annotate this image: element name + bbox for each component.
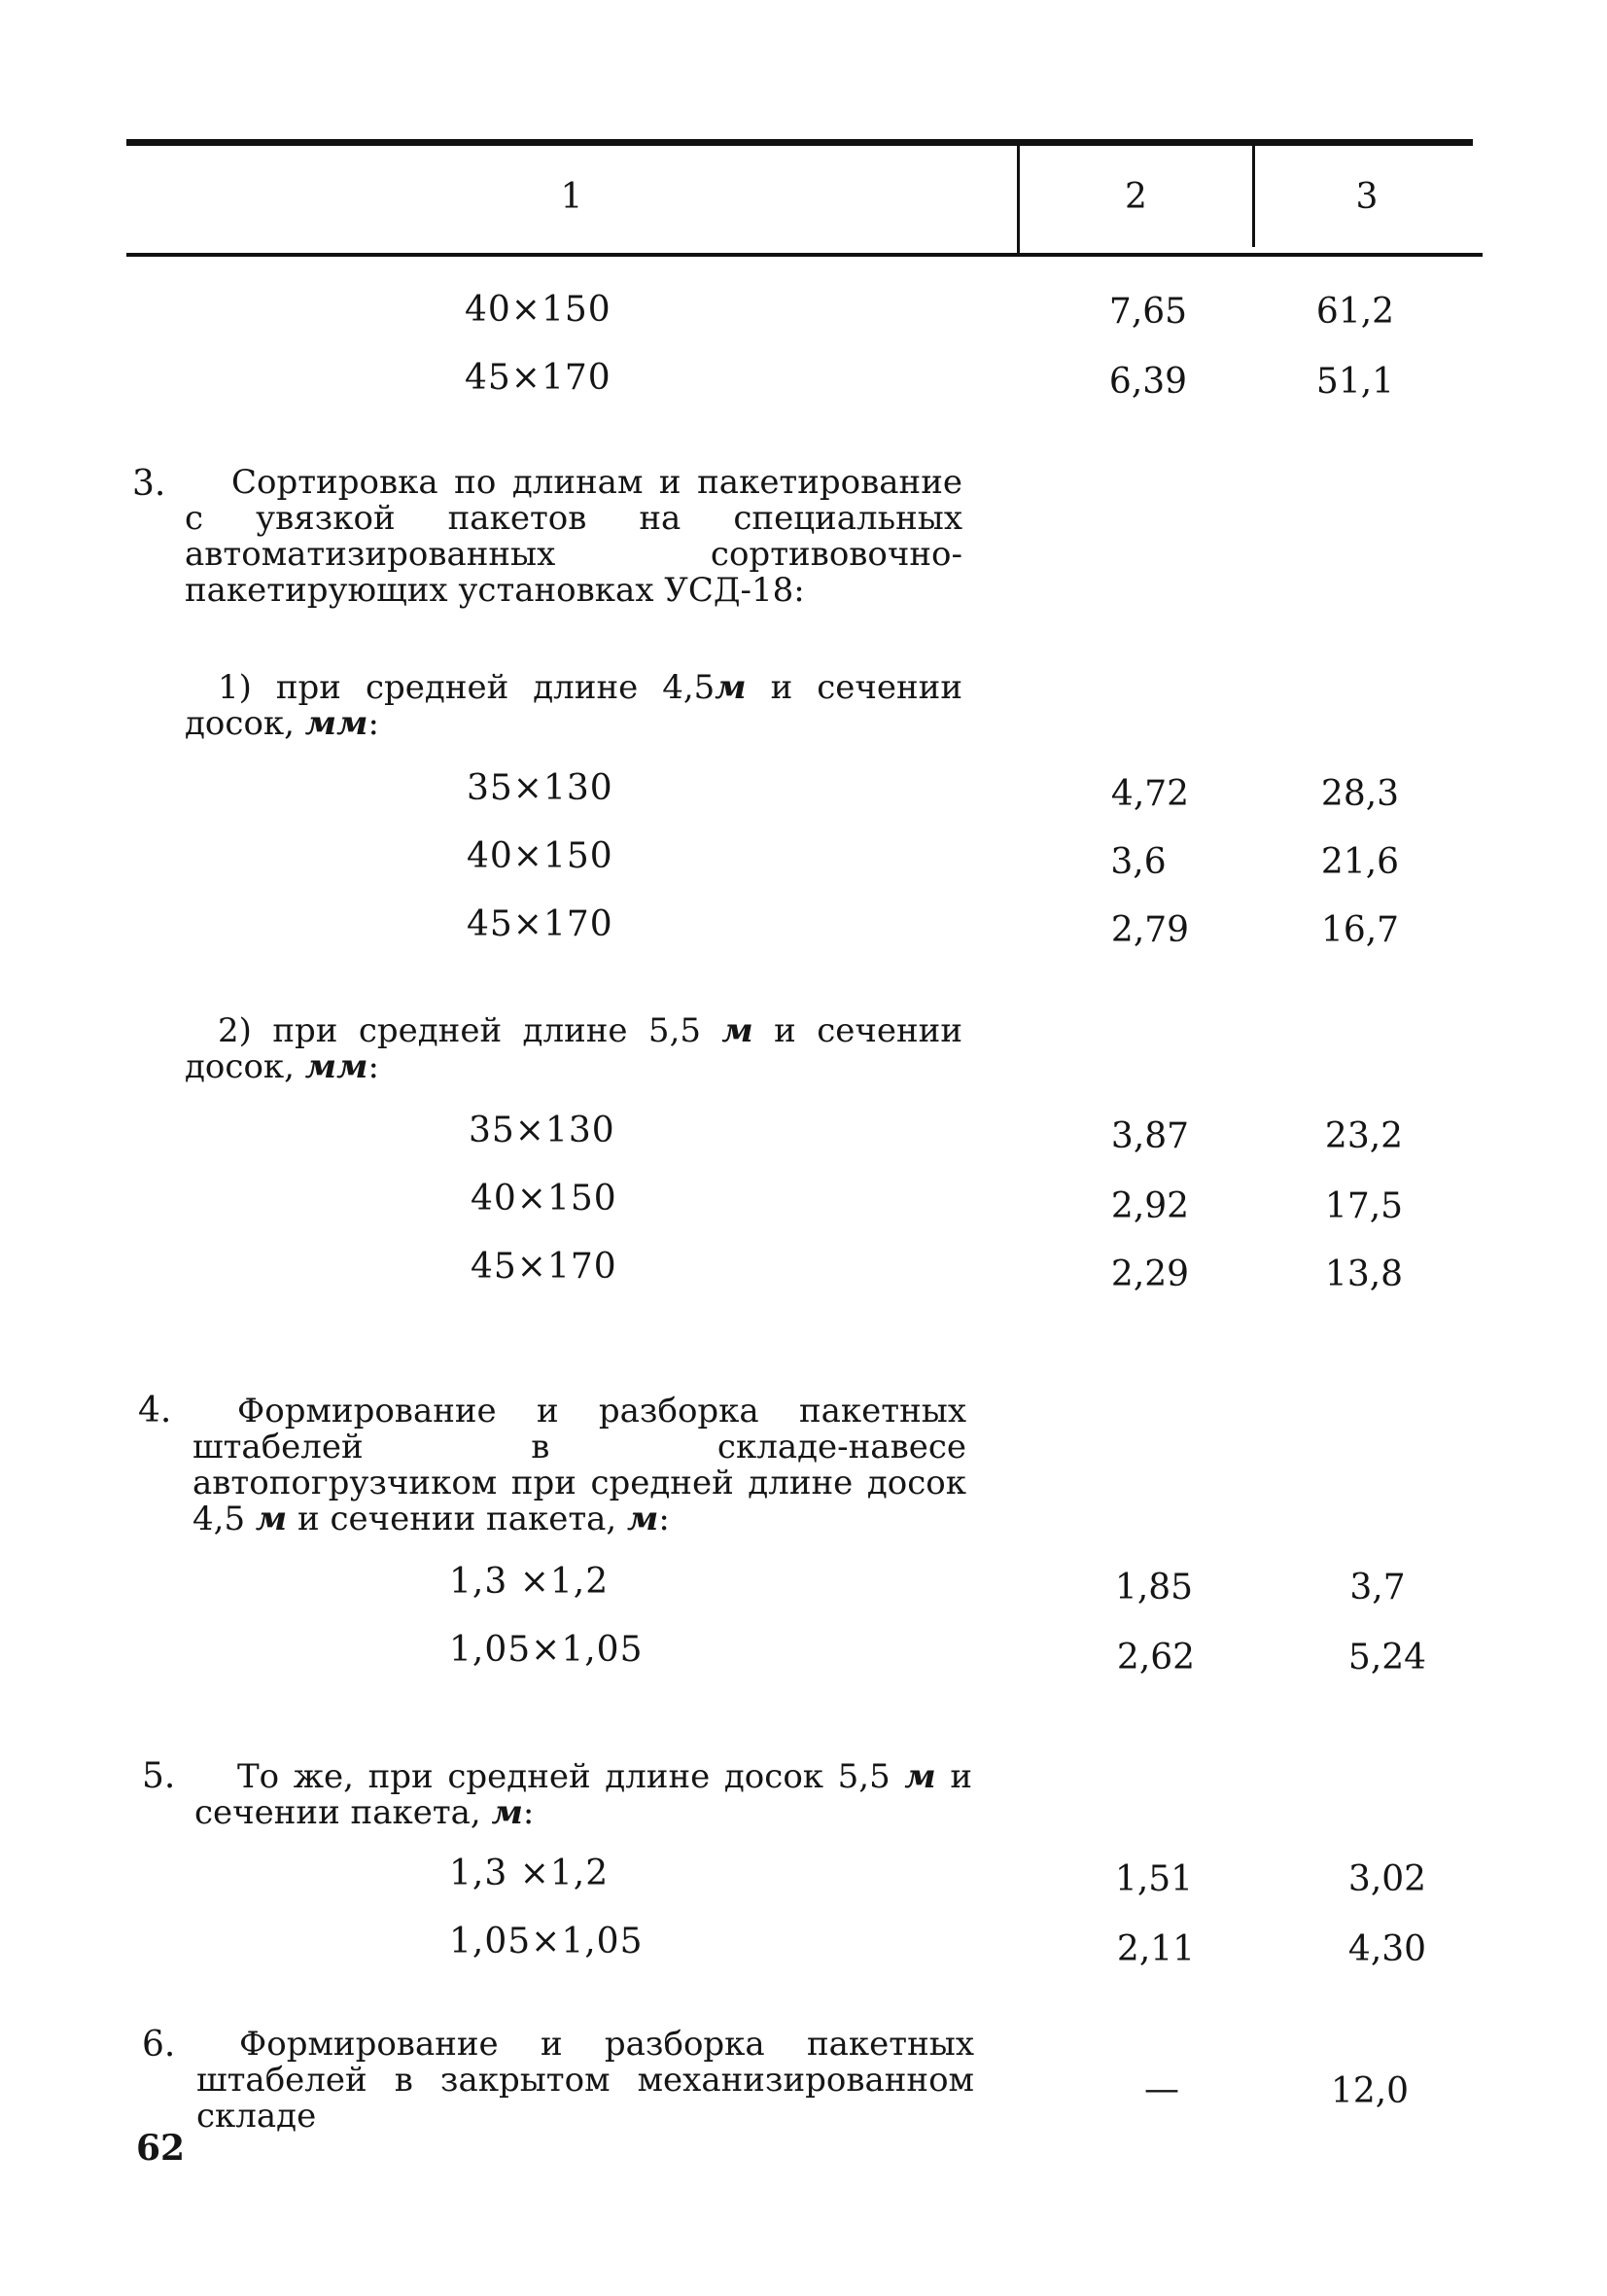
table-cell-col3: 4,30 <box>1347 1929 1427 1969</box>
item-text <box>194 1759 972 1831</box>
unit-m: м <box>255 1500 288 1538</box>
table-cell-col2: 3,87 <box>1110 1116 1190 1156</box>
table-row-dim: 1,3 ×1,2 <box>449 1562 610 1602</box>
unit-m: м <box>715 668 747 707</box>
table-row-dim: 35×130 <box>467 768 613 808</box>
table-cell-col3: 16,7 <box>1320 910 1400 950</box>
item-text-body: Формирование и разборка пакетных штабелей в закрытом механизированном складе <box>196 2025 974 2136</box>
table-cell-col3: 3,02 <box>1347 1859 1427 1899</box>
table-cell-col3: 61,2 <box>1315 292 1395 332</box>
header-col-1: 1 <box>560 177 583 217</box>
table-cell-col3: 12,0 <box>1330 2071 1410 2111</box>
unit-m: м <box>721 1011 753 1050</box>
subitem-text-part: 1) при средней длине 4,5 <box>218 668 716 707</box>
unit-m: м <box>627 1500 659 1538</box>
item-number: 6. <box>142 2025 176 2065</box>
table-cell-col3: 17,5 <box>1324 1186 1404 1226</box>
colon: : <box>367 1047 379 1086</box>
item-text <box>192 1394 966 1537</box>
colon: : <box>367 704 379 743</box>
subitem-text-part: и сечении досок, <box>185 1011 962 1086</box>
table-cell-col3: 28,3 <box>1320 774 1400 814</box>
table-row-dim: 45×170 <box>467 904 613 944</box>
colon: : <box>658 1500 670 1538</box>
table-cell-col3: 51,1 <box>1315 362 1395 402</box>
item-text-part: и сечении пакета, <box>194 1757 972 1832</box>
subitem-text-part: и сечении досок, <box>185 668 962 743</box>
item-number: 4. <box>138 1391 172 1431</box>
table-cell-col2: 2,11 <box>1116 1929 1196 1969</box>
unit-mm: мм <box>304 704 368 743</box>
table-cell-col2: 7,65 <box>1108 292 1188 332</box>
table-cell-col3: 21,6 <box>1320 842 1400 882</box>
table-cell-col2: 2,62 <box>1116 1638 1196 1678</box>
table-row-dim: 45×170 <box>471 1247 617 1287</box>
table-row-dim: 40×150 <box>465 290 611 330</box>
unit-m: м <box>904 1757 936 1796</box>
subitem-text-part: 2) при средней длине 5,5 <box>218 1011 722 1050</box>
header-col-3: 3 <box>1355 177 1379 217</box>
header-col-2: 2 <box>1125 177 1147 217</box>
item-text <box>185 465 962 609</box>
item-text-part: и сечении пакета, <box>287 1500 628 1538</box>
page-number: 62 <box>136 2128 186 2169</box>
item-number: 5. <box>142 1756 176 1796</box>
table-cell-col2: 2,79 <box>1110 910 1190 950</box>
table-row-dim: 35×130 <box>469 1111 615 1150</box>
table-cell-col3: 23,2 <box>1324 1116 1404 1156</box>
table-cell-col3: 13,8 <box>1324 1254 1404 1294</box>
table-cell-col2: 1,85 <box>1114 1568 1194 1607</box>
subitem-text <box>185 1013 962 1085</box>
header-bottom-rule <box>126 253 1483 257</box>
item-text-body: Сортировка по длинам и пакетирование с увязкой пакетов на специальных автоматизированных сортивовочно-пакетирующих установках УСД-18: <box>185 463 962 610</box>
table-row-dim: 45×170 <box>465 358 611 398</box>
item-text-part: То же, при средней длине досок 5,5 <box>237 1757 905 1796</box>
unit-mm: мм <box>304 1047 368 1086</box>
table-row-dim: 1,05×1,05 <box>449 1922 644 1961</box>
table-row-dim: 1,3 ×1,2 <box>449 1854 610 1893</box>
table-cell-col2: 6,39 <box>1108 362 1188 402</box>
table-row-dim: 1,05×1,05 <box>449 1630 644 1670</box>
item-text <box>196 2027 974 2135</box>
table-row-dim: 40×150 <box>467 836 613 876</box>
subitem-text <box>185 670 962 742</box>
table-cell-col2: 1,51 <box>1114 1859 1194 1899</box>
table-row-dim: 40×150 <box>471 1179 617 1219</box>
colon: : <box>522 1793 535 1832</box>
item-number: 3. <box>132 464 166 504</box>
table-cell-col2: 2,29 <box>1110 1254 1190 1294</box>
table-cell-col3: 3,7 <box>1349 1568 1406 1607</box>
item-text-part: Формирование и разборка пакетных штабелей в складе-навесе автопогрузчиком при средней длине досок 4,5 <box>192 1392 966 1538</box>
table-cell-col2: 3,6 <box>1110 842 1167 882</box>
table-cell-col2: 4,72 <box>1110 774 1190 814</box>
top-thick-rule <box>126 139 1473 146</box>
table-cell-col2: — <box>1144 2069 1179 2109</box>
unit-m: м <box>491 1793 523 1832</box>
table-cell-col2: 2,92 <box>1110 1186 1190 1226</box>
table-cell-col3: 5,24 <box>1347 1638 1427 1678</box>
